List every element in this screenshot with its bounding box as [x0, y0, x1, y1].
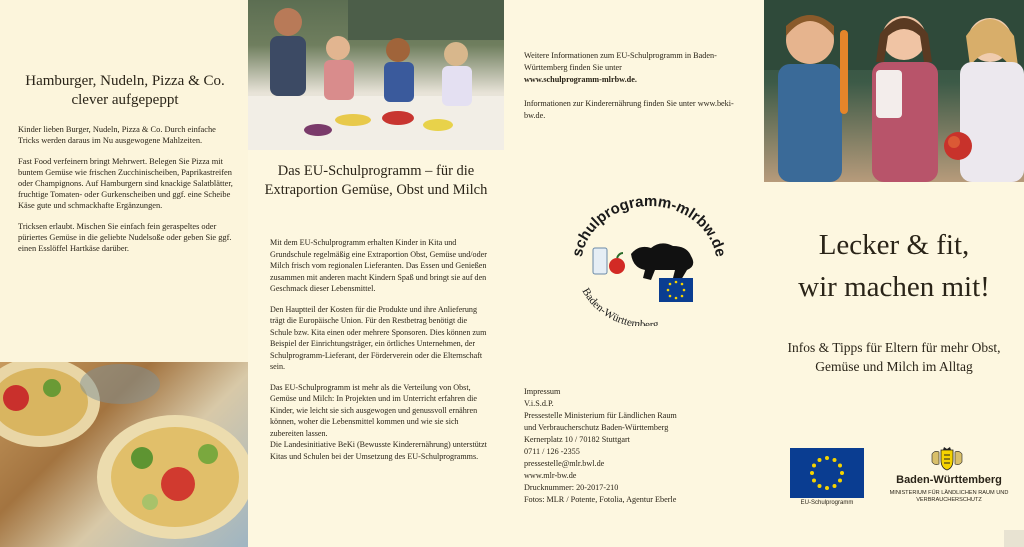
bw-ministry: MINISTERIUM FÜR LÄNDLICHEN RAUM UND VERBRAUCHERSCHUTZ: [889, 490, 1009, 503]
impressum-block: [524, 386, 760, 506]
impressum-line: Pressestelle Ministerium für Ländlichen Raum: [524, 411, 677, 420]
info-url-link[interactable]: www.schulprogramm-mlrbw.de.: [524, 75, 637, 84]
info-paragraph: [524, 50, 754, 86]
pizza-photo: [0, 362, 248, 547]
paragraph-4: Die Landesinitiative BeKi (Bewusste Kinderernährung) unterstützt Kitas und Schulen bei der Umsetzung des EU-Schulprogramms.: [270, 440, 487, 461]
cover-title: [774, 224, 1014, 308]
classroom-photo: [248, 0, 504, 150]
schulprogramm-title: Das EU-Schulprogramm – für die Extraportion Gemüse, Obst und Milch: [264, 163, 488, 198]
cover-title-line-2: wir machen mit!: [798, 271, 990, 303]
cover-subtitle: Infos & Tipps für Eltern für mehr Obst, Gemüse und Milch im Alltag: [787, 340, 1001, 374]
impressum-line: V.i.S.d.P.: [524, 399, 554, 408]
impressum-line: Drucknummer: 20-2017-210: [524, 483, 619, 492]
impressum-line: Fotos: MLR / Potente, Fotolia, Agentur Eberle: [524, 495, 677, 504]
info-block: [524, 50, 754, 134]
schulprogramm-logo: [559, 196, 739, 326]
panel-schulprogramm: [248, 0, 504, 547]
fastfood-tricks: Tricksen erlaubt. Mischen Sie einfach fein geraspeltes oder püriertes Gemüse in die geliebte Nudelsoße oder geben Sie ggf. einen Esslöffel Hartkäse darüber.: [18, 222, 232, 253]
eu-caption: EU-Schulprogramm: [800, 500, 854, 506]
paragraph-3: Das EU-Schulprogramm ist mehr als die Verteilung von Obst, Gemüse und Milch: In Projekten und im Unterricht erfahren die Kinder, wie leicht sie sich ausgewogen und genussvoll ernähren können, woher die Lebensmittel kommen und wie sie sich zubereiten lassen.: [270, 382, 478, 438]
page-corner: [1004, 530, 1024, 547]
fastfood-tip: Fast Food verfeinern bringt Mehrwert. Belegen Sie Pizza mit buntem Gemüse wie frischen Zucchinischeiben, Paprikastreifen oder Champignons. Auf Hamburgern sind knackige Salatblätter, fruchtige Tomaten- oder Gurkenscheiben und ggf. eine Scheibe Käse gute und schmackhafte Ergänzungen.: [18, 157, 233, 210]
bw-name: Baden-Württemberg: [896, 474, 1002, 486]
impressum-line: Impressum: [524, 387, 561, 396]
panel-fastfood: [0, 0, 248, 547]
coat-of-arms-icon: [930, 446, 964, 472]
impressum-website[interactable]: www.mlr-bw.de: [524, 471, 577, 480]
impressum-line: und Verbraucherschutz Baden-Württemberg: [524, 423, 669, 432]
impressum-email[interactable]: pressestelle@mlr.bwl.de: [524, 459, 605, 468]
info-beki: Informationen zur Kinderernährung finden Sie unter www.beki-bw.de.: [524, 99, 734, 120]
cover-title-line-1: Lecker & fit,: [818, 229, 970, 261]
fastfood-title: Hamburger, Nudeln, Pizza & Co. clever aufgepeppt: [25, 73, 225, 108]
logo-region-text: Baden-Württemberg: [579, 286, 660, 326]
eu-flag-icon: [790, 448, 864, 498]
logo-arc-text: schulprogramm-mlrbw.de: [568, 196, 730, 259]
impressum-line: 0711 / 126 -2355: [524, 447, 580, 456]
info-intro: Weitere Informationen zum EU-Schulprogramm in Baden-Württemberg finden Sie unter: [524, 51, 717, 72]
paragraph-2: Den Hauptteil der Kosten für die Produkte und ihre Anlieferung trägt die Europäische Union. Für den Restbetrag benötigt die Schule bzw. Kita einen oder mehrere Sponsoren. Dies können zum Beispiel der Einrichtungsträger, ein örtliches Unternehmen, der Schulprogramm-Lieferant, der Förderverein oder die Elternschaft sein.: [270, 304, 487, 371]
schulprogramm-text: [270, 237, 488, 471]
panel-info: [504, 0, 764, 547]
kids-photo: [764, 0, 1024, 182]
paragraph-1: Mit dem EU-Schulprogramm erhalten Kinder in Kita und Grundschule regelmäßig eine Extraportion Obst, Gemüse und/oder Milch frisch vom regionalen Lieferanten. Das Essen und Genießen zusammen mit anderen macht Kindern Spaß und bringt sie auf den Geschmack dieser Lebensmittel.: [270, 238, 487, 293]
fastfood-intro: Kinder lieben Burger, Nudeln, Pizza & Co. Durch einfache Tricks werden daraus im Nu ausgewogene Mahlzeiten.: [18, 125, 216, 145]
panel-cover: [764, 0, 1024, 547]
fastfood-text: [18, 124, 236, 264]
impressum-line: Kernerplatz 10 / 70182 Stuttgart: [524, 435, 630, 444]
